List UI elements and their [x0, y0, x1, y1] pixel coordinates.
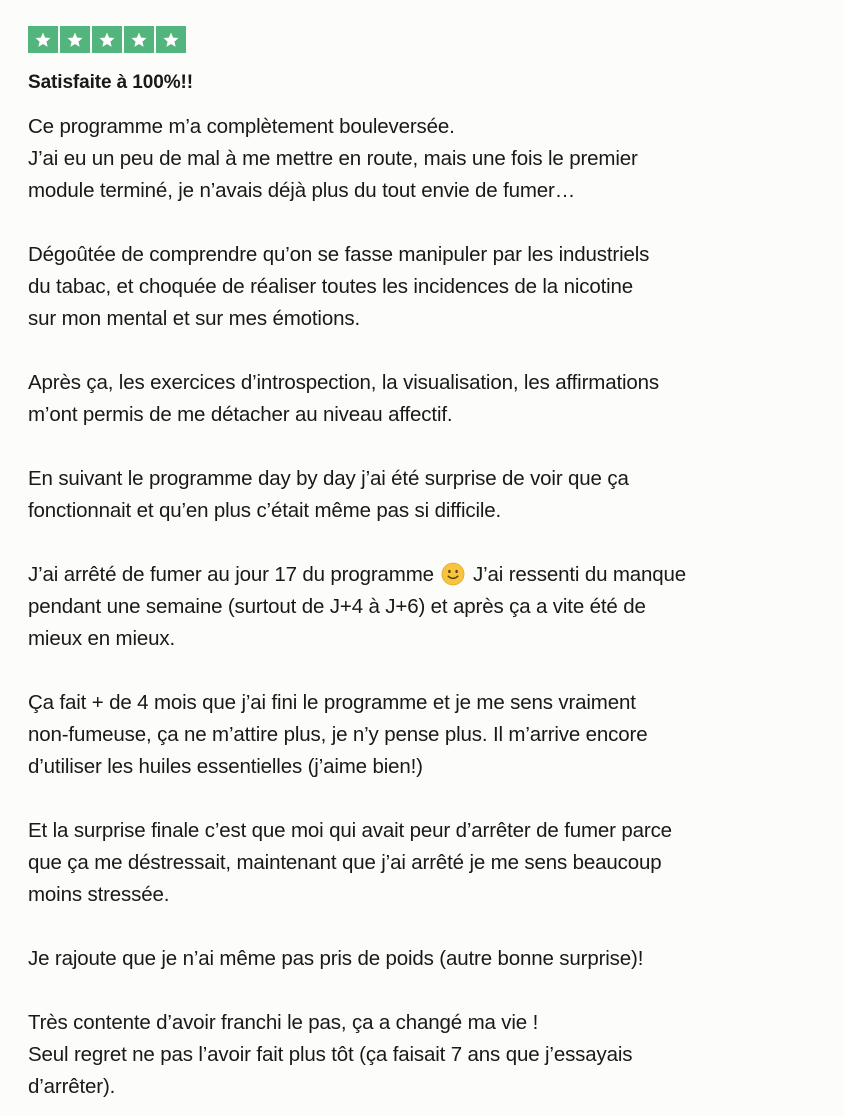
review-line: J’ai eu un peu de mal à me mettre en route, mais une fois le premier	[28, 147, 638, 170]
review-line: Seul regret ne pas l’avoir fait plus tôt (ça faisait 7 ans que j’essayais	[28, 1043, 633, 1066]
review-body	[28, 111, 816, 1103]
review-line: fonctionnait et qu’en plus c’était même pas si difficile.	[28, 499, 502, 522]
review-title: Satisfaite à 100%!!	[28, 72, 193, 93]
review-line: Et la surprise finale c’est que moi qui avait peur d’arrêter de fumer parce	[28, 819, 672, 842]
review-paragraph	[28, 367, 816, 431]
review-line: Très contente d’avoir franchi le pas, ça a changé ma vie !	[28, 1011, 539, 1034]
review-paragraph	[28, 815, 816, 911]
review-text: J’ai ressenti du manque	[472, 563, 687, 586]
review-line: Ce programme m’a complètement bouleversée.	[28, 115, 455, 138]
review-line: Ça fait + de 4 mois que j’ai fini le programme et je me sens vraiment	[28, 691, 636, 714]
review-line: En suivant le programme day by day j’ai été surprise de voir que ça	[28, 467, 629, 490]
review-paragraph	[28, 239, 816, 335]
review-line: d’arrêter).	[28, 1075, 116, 1098]
review-line: Je rajoute que je n’ai même pas pris de poids (autre bonne surprise)!	[28, 947, 644, 970]
review-line: du tabac, et choquée de réaliser toutes les incidences de la nicotine	[28, 275, 634, 298]
star-icon	[156, 26, 186, 53]
review-line: m’ont permis de me détacher au niveau affectif.	[28, 403, 453, 426]
star-rating	[28, 26, 816, 53]
star-icon	[28, 26, 58, 53]
review-line: Dégoûtée de comprendre qu’on se fasse manipuler par les industriels	[28, 243, 650, 266]
review-line-with-emoji	[28, 559, 816, 591]
review-line: module terminé, je n’avais déjà plus du tout envie de fumer…	[28, 179, 576, 202]
review-paragraph	[28, 1007, 816, 1103]
review-paragraph	[28, 687, 816, 783]
review-line: d’utiliser les huiles essentielles (j’aime bien!)	[28, 755, 423, 778]
star-icon	[124, 26, 154, 53]
star-icon	[60, 26, 90, 53]
review-line: sur mon mental et sur mes émotions.	[28, 307, 360, 330]
review-line: que ça me déstressait, maintenant que j’ai arrêté je me sens beaucoup	[28, 851, 662, 874]
review-paragraph	[28, 463, 816, 527]
star-icon	[92, 26, 122, 53]
review-line: pendant une semaine (surtout de J+4 à J+6) et après ça a vite été de	[28, 595, 646, 618]
review-line: moins stressée.	[28, 883, 170, 906]
review-paragraph	[28, 943, 816, 975]
review-paragraph	[28, 559, 816, 655]
review-line: mieux en mieux.	[28, 627, 176, 650]
review-text: J’ai arrêté de fumer au jour 17 du programme	[28, 563, 434, 586]
review-line: Après ça, les exercices d’introspection, la visualisation, les affirmations	[28, 371, 659, 394]
slightly-smiling-face-icon	[441, 562, 465, 586]
review-line: non-fumeuse, ça ne m’attire plus, je n’y pense plus. Il m’arrive encore	[28, 723, 648, 746]
review-paragraph	[28, 111, 816, 207]
